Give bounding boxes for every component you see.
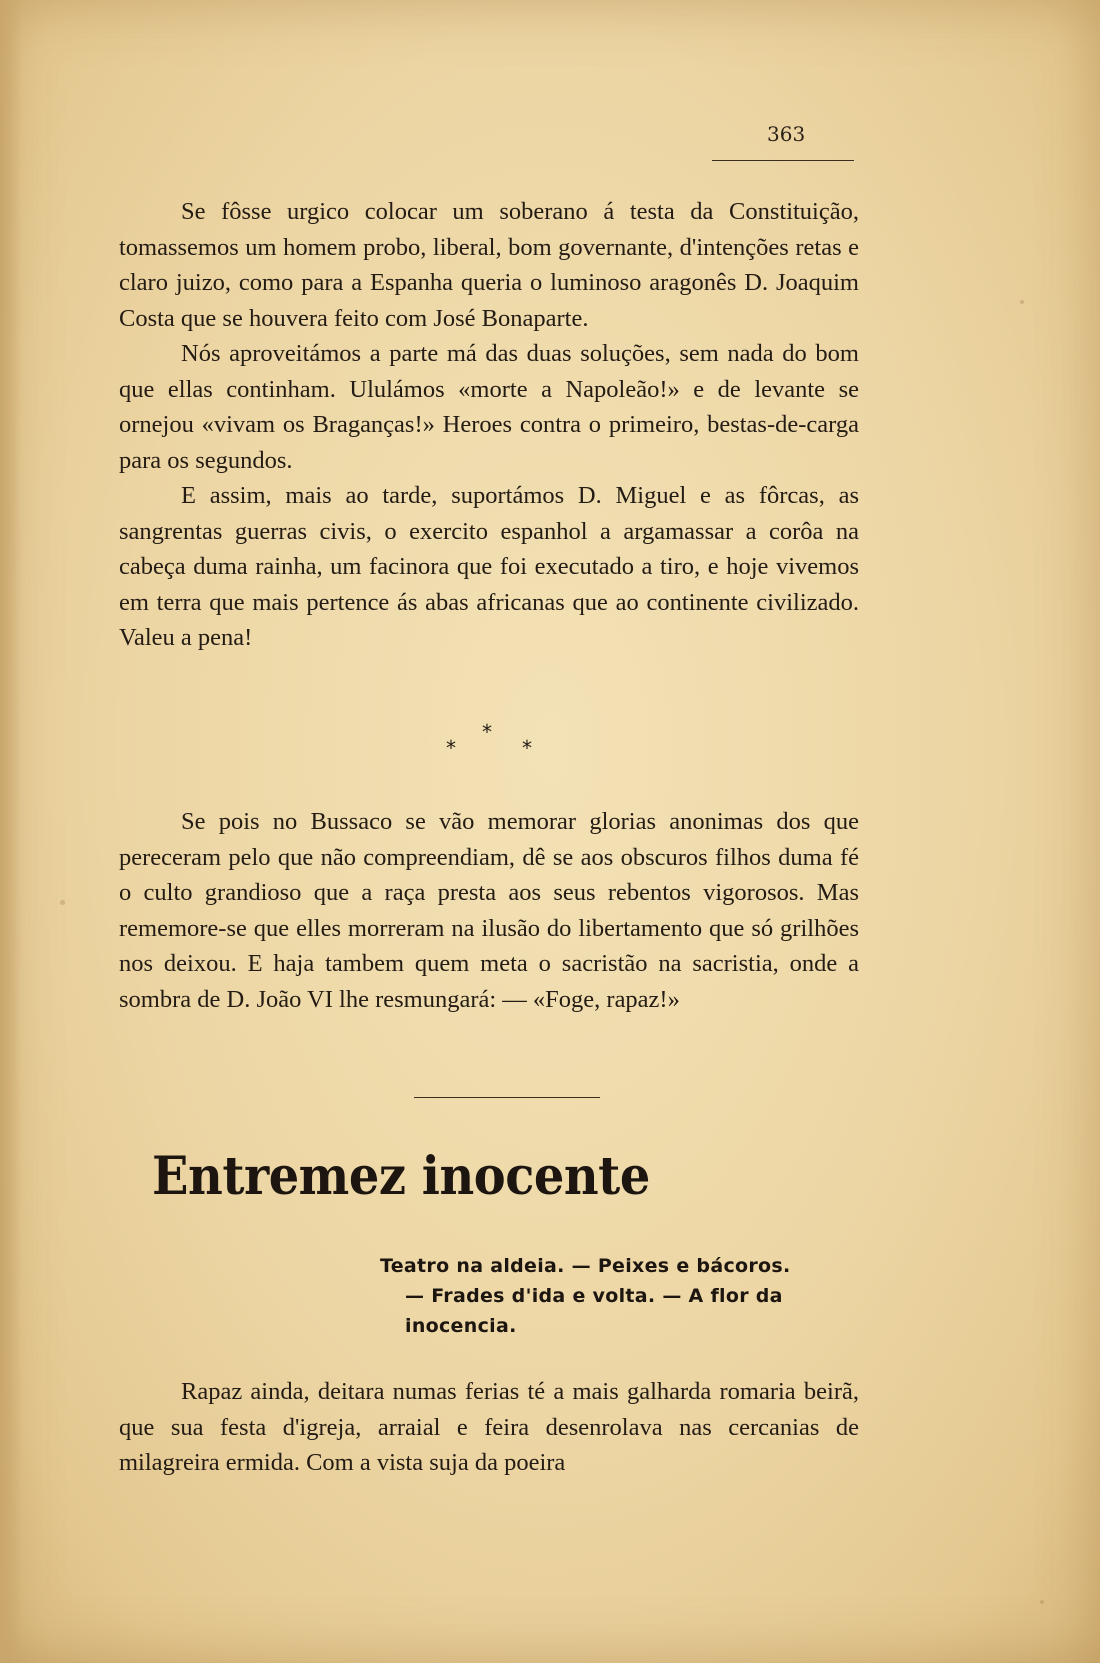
page-edge-shadow	[0, 0, 22, 1663]
epigraph-line: — Frades d'ida e volta. — A flor da	[405, 1285, 783, 1307]
asterisk: *	[482, 720, 492, 744]
foxing-spot	[1040, 1600, 1044, 1604]
foxing-spot	[60, 900, 65, 905]
paragraph: Se fôsse urgico colocar um soberano á testa da Constituição, tomassemos um homem probo, liberal, bom governante, d'intenções retas e claro juizo, como para a Espanha queria o luminoso aragonês D. Joaquim Costa que se houvera feito com José Bonaparte.	[119, 198, 859, 332]
paragraph: Nós aproveitámos a parte má das duas soluções, sem nada do bom que ellas continham. Ululámos «morte a Napoleão!» e de levante se ornejou «vivam os Braganças!» Heroes contra o primeiro, bestas-de-carga para os segundos.	[119, 340, 859, 474]
asterisk: *	[446, 736, 456, 760]
chapter-epigraph	[380, 1251, 860, 1341]
epigraph-line: Teatro na aldeia. — Peixes e bácoros.	[380, 1255, 791, 1277]
chapter-title: Entremez inocente	[152, 1146, 650, 1207]
text-block-bottom	[119, 1374, 859, 1481]
section-divider-rule	[414, 1097, 600, 1098]
page-number: 363	[767, 122, 806, 146]
paragraph: Rapaz ainda, deitara numas ferias té a mais galharda romaria beirã, que sua festa d'igreja, arraial e feira desenrolava nas cercanias de milagreira ermida. Com a vista suja da poeira	[119, 1378, 859, 1476]
asterism-separator	[440, 722, 540, 762]
text-block-middle	[119, 804, 859, 1017]
asterisk: *	[522, 736, 532, 760]
text-block-top	[119, 194, 859, 656]
paragraph: E assim, mais ao tarde, suportámos D. Miguel e as fôrcas, as sangrentas guerras civis, o exercito espanhol a argamassar a corôa na cabeça duma rainha, um facinora que foi executado a tiro, e hoje vivemos em terra que mais pertence ás abas africanas que ao continente civilizado. Valeu a pena!	[119, 482, 859, 651]
paragraph: Se pois no Bussaco se vão memorar glorias anonimas dos que pereceram pelo que não compreendiam, dê se aos obscuros filhos duma fé o culto grandioso que a raça presta aos seus rebentos vigorosos. Mas rememore-se que elles morreram na ilusão do libertamento que só grilhões nos deixou. E haja tambem quem meta o sacristão na sacristia, onde a sombra de D. João VI lhe resmungará: — «Foge, rapaz!»	[119, 808, 859, 1013]
page-number-rule	[712, 160, 854, 161]
foxing-spot	[1020, 300, 1024, 304]
epigraph-line: inocencia.	[405, 1315, 517, 1337]
